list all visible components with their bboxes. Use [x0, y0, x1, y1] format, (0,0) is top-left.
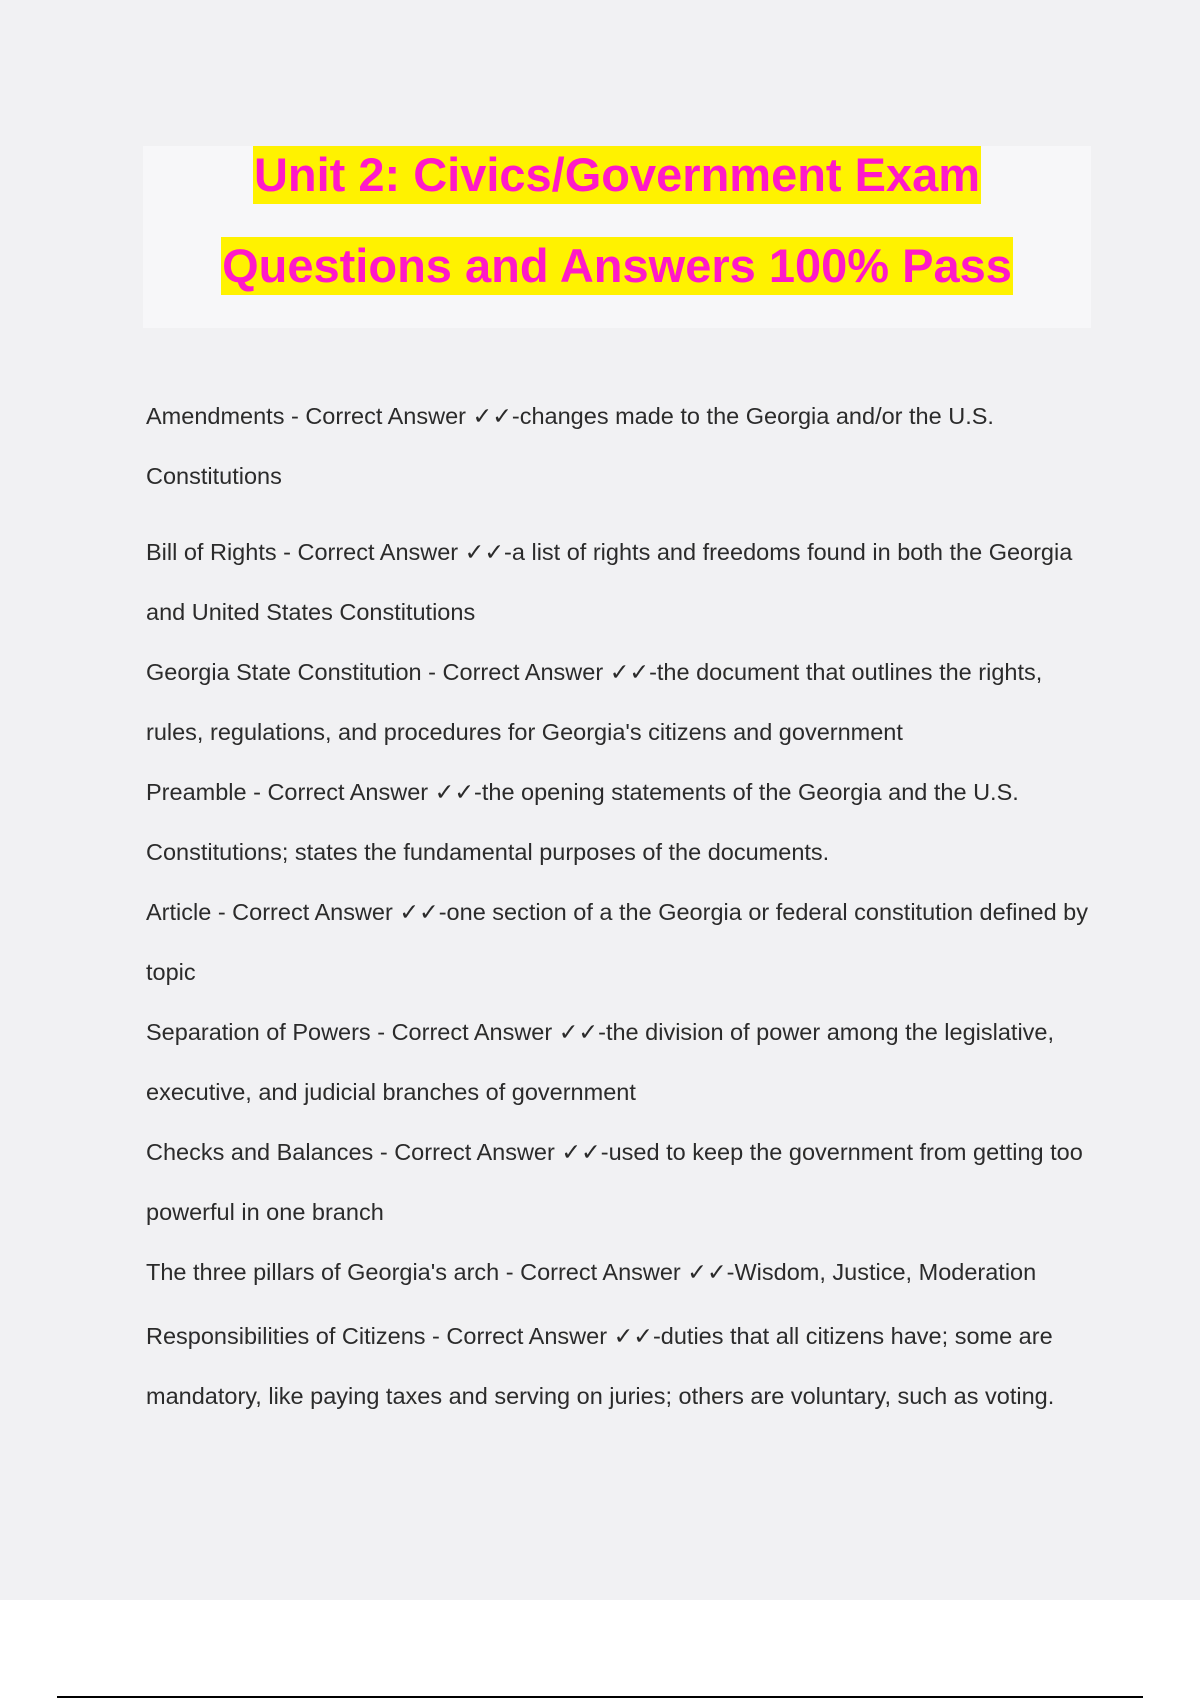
title-line-1: Unit 2: Civics/Government Exam: [253, 146, 981, 204]
qa-label: - Correct Answer: [421, 659, 610, 685]
qa-answer: -the division of power among the legislative, executive, and judicial branches of government: [146, 1019, 1055, 1105]
title-line-2: Questions and Answers 100% Pass: [221, 237, 1013, 295]
qa-label: - Correct Answer: [373, 1139, 562, 1165]
qa-item-checks-and-balances: [146, 1122, 1106, 1242]
qa-answer: -one section of a the Georgia or federal constitution defined by topic: [146, 899, 1089, 985]
double-check-icon: ✓✓: [464, 539, 505, 565]
qa-answer: -used to keep the government from getting too powerful in one branch: [146, 1139, 1083, 1225]
qa-item-three-pillars: [146, 1242, 1106, 1302]
qa-item-preamble: [146, 762, 1106, 882]
qa-term: Checks and Balances: [146, 1139, 374, 1165]
title-banner: [143, 146, 1091, 328]
qa-label: - Correct Answer: [370, 1019, 559, 1045]
qa-item-separation-of-powers: [146, 1002, 1106, 1122]
qa-answer: -a list of rights and freedoms found in both the Georgia and United States Constitutions: [146, 539, 1073, 625]
qa-term: Amendments: [146, 403, 285, 429]
qa-term: Preamble: [146, 779, 247, 805]
qa-label: - Correct Answer: [211, 899, 400, 925]
qa-term: Separation of Powers: [146, 1019, 371, 1045]
qa-item-article: [146, 882, 1106, 1002]
double-check-icon: ✓✓: [609, 659, 650, 685]
qa-item-georgia-state-constitution: [146, 642, 1106, 762]
qa-item-amendments: [146, 386, 1106, 506]
qa-answer: -the document that outlines the rights, rules, regulations, and procedures for Georgia's citizens and government: [146, 659, 1043, 745]
title-row-1: [143, 146, 1091, 204]
qa-term: Responsibilities of Citizens: [146, 1323, 426, 1349]
double-check-icon: ✓✓: [561, 1139, 601, 1165]
qa-label: - Correct Answer: [425, 1323, 614, 1349]
footer-divider: [57, 1696, 1143, 1698]
double-check-icon: ✓✓: [613, 1323, 653, 1349]
qa-answer: -the opening statements of the Georgia and the U.S. Constitutions; states the fundamental purposes of the documents.: [146, 779, 1019, 865]
qa-label: - Correct Answer: [499, 1259, 688, 1285]
double-check-icon: ✓✓: [558, 1019, 599, 1045]
qa-label: - Correct Answer: [246, 779, 435, 805]
qa-list: [146, 386, 1106, 1426]
qa-answer: -duties that all citizens have; some are mandatory, like paying taxes and serving on juries; others are voluntary, such as voting.: [146, 1323, 1055, 1409]
qa-answer: -Wisdom, Justice, Moderation: [726, 1259, 1037, 1285]
qa-term: The three pillars of Georgia's arch: [146, 1259, 500, 1285]
qa-term: Bill of Rights: [146, 539, 277, 565]
double-check-icon: ✓✓: [434, 779, 475, 805]
qa-answer: -changes made to the Georgia and/or the U.S. Constitutions: [146, 403, 994, 489]
double-check-icon: ✓✓: [472, 403, 512, 429]
qa-label: - Correct Answer: [284, 403, 473, 429]
qa-item-bill-of-rights: [146, 522, 1106, 642]
qa-term: Article: [146, 899, 212, 925]
qa-term: Georgia State Constitution: [146, 659, 422, 685]
qa-item-responsibilities-of-citizens: [146, 1306, 1106, 1426]
qa-label: - Correct Answer: [276, 539, 465, 565]
title-row-2: [143, 237, 1091, 295]
double-check-icon: ✓✓: [399, 899, 439, 925]
double-check-icon: ✓✓: [687, 1259, 727, 1285]
